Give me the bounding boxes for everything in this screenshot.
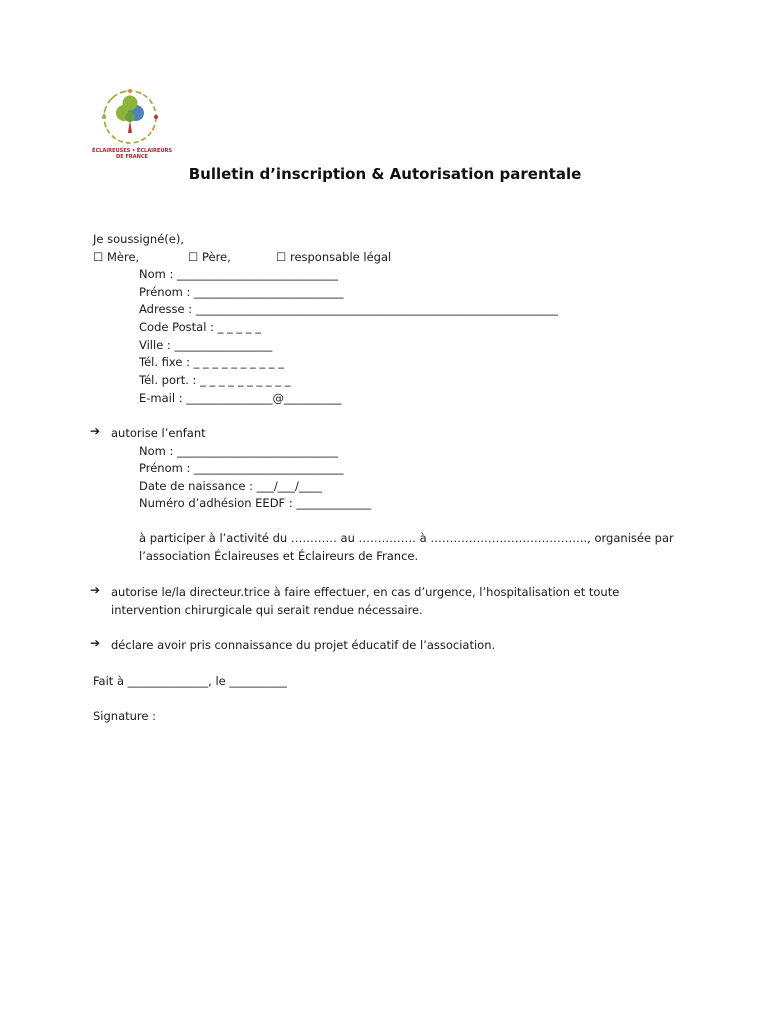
parent-adresse-field[interactable]: Adresse : _______________________________________________________________ xyxy=(139,302,559,316)
logo-text xyxy=(92,148,172,160)
activite-line-1[interactable]: à participer à l’activité du ………… au …………… à ………………………………….., organisée par xyxy=(139,531,674,545)
projet-text: déclare avoir pris connaissance du projet éducatif de l’association. xyxy=(111,638,496,652)
intro-text: Je soussigné(e), xyxy=(93,232,184,246)
logo-text-line2: DE FRANCE xyxy=(115,154,148,160)
fait-a-field[interactable]: Fait à ______________, le __________ xyxy=(93,674,287,688)
parent-ville-field[interactable]: Ville : _________________ xyxy=(139,338,273,352)
parent-prenom-field[interactable]: Prénom : __________________________ xyxy=(139,285,344,299)
activite-line-2: l’association Éclaireuses et Éclaireurs de France. xyxy=(139,549,419,563)
checkbox-pere[interactable]: ☐ Père, xyxy=(188,250,231,264)
directeur-line-1: autorise le/la directeur.trice à faire effectuer, en cas d’urgence, l’hospitalisation et toute xyxy=(111,585,620,599)
parent-nom-field[interactable]: Nom : ____________________________ xyxy=(139,267,339,281)
arrow-icon: ➔ xyxy=(90,636,101,650)
parent-email-field[interactable]: E-mail : _______________@__________ xyxy=(139,391,342,405)
enfant-nom-field[interactable]: Nom : ____________________________ xyxy=(139,444,339,458)
enfant-prenom-field[interactable]: Prénom : __________________________ xyxy=(139,461,344,475)
parent-code-postal-field[interactable]: Code Postal : _ _ _ _ _ xyxy=(139,320,261,334)
checkbox-responsable-legal[interactable]: ☐ responsable légal xyxy=(276,250,392,264)
logo-text-line1: ÉCLAIREUSES • ÉCLAIREURS xyxy=(92,148,172,154)
arrow-icon: ➔ xyxy=(90,424,101,438)
enfant-adhesion-field[interactable]: Numéro d’adhésion EEDF : _____________ xyxy=(139,496,372,510)
page-title: Bulletin d’inscription & Autorisation parentale xyxy=(188,165,582,183)
directeur-line-2: intervention chirurgicale qui serait rendue nécessaire. xyxy=(111,603,423,617)
signature-label: Signature : xyxy=(93,709,157,723)
enfant-naissance-field[interactable]: Date de naissance : ___/___/____ xyxy=(139,479,322,493)
section-enfant-heading: autorise l’enfant xyxy=(111,426,206,440)
parent-tel-port-field[interactable]: Tél. port. : _ _ _ _ _ _ _ _ _ _ xyxy=(139,373,291,387)
checkbox-mere[interactable]: ☐ Mère, xyxy=(93,250,140,264)
parent-tel-fixe-field[interactable]: Tél. fixe : _ _ _ _ _ _ _ _ _ _ xyxy=(139,355,285,369)
arrow-icon: ➔ xyxy=(90,583,101,597)
